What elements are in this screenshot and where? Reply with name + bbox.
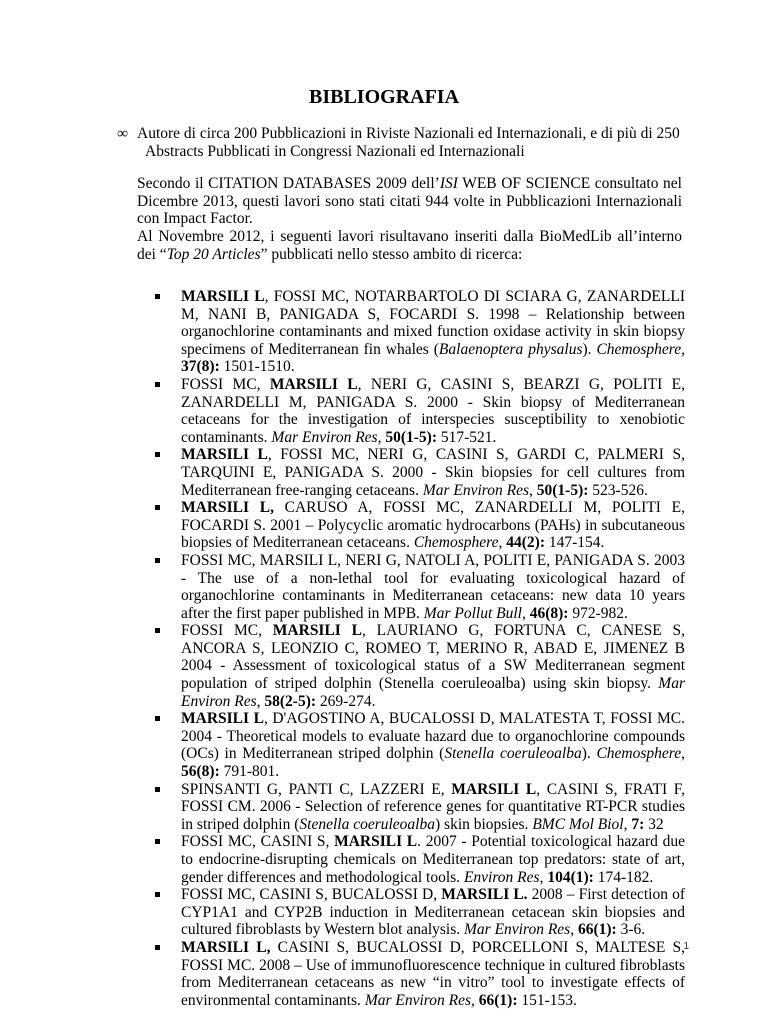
reference-authors-pre: SPINSANTI G, PANTI C, LAZZERI E,	[181, 780, 452, 798]
reference-journal: Mar Environ Res,	[364, 991, 475, 1009]
reference-separator: ,	[539, 868, 548, 886]
reference-bold-author: MARSILI L	[181, 446, 268, 464]
square-bullet-icon	[155, 294, 160, 299]
page-title: BIBLIOGRAFIA	[308, 86, 460, 108]
reference-volume: 44(2):	[506, 534, 545, 552]
reference-bold-author: MARSILI L	[269, 375, 358, 393]
square-bullet-icon	[155, 382, 160, 387]
reference-item	[155, 781, 685, 834]
reference-bold-author: MARSILI L	[451, 780, 537, 798]
reference-item	[155, 886, 685, 939]
citation-paragraph	[137, 175, 682, 228]
top-articles-italic: Top 20 Articles	[166, 245, 261, 263]
reference-pages: 151-153.	[517, 991, 577, 1009]
reference-species: Stenella coeruleoalba	[299, 815, 435, 833]
infinity-bullet-icon: ∞	[117, 125, 129, 142]
reference-separator: ,	[498, 534, 507, 552]
reference-authors-rest: CASINI S, BUCALOSSI D, PORCELLONI S, MALTESE S, FOSSI MC. 2008 – Use of immunofluorescence technique in cultured fibroblasts from Mediterranean cetaceans as new “in vitro” tool to investigate effects of environmental contaminants.	[181, 938, 685, 1009]
reference-item	[155, 622, 685, 710]
reference-volume: 50(1-5):	[536, 481, 589, 499]
reference-pages: 791-801.	[219, 763, 280, 781]
reference-item	[155, 552, 685, 622]
reference-volume: 66(1):	[478, 991, 518, 1009]
reference-authors-rest: , D'AGOSTINO A, BUCALOSSI D, MALATESTA T, FOSSI MC. 2004 - Theoretical models to evaluate hazard due to organochlorine compounds (OCs) in Mediterranean striped dolphin (	[181, 710, 685, 763]
reference-pages: 269-274.	[316, 692, 376, 710]
reference-item	[155, 376, 685, 446]
reference-bold-author: MARSILI L,	[181, 499, 274, 517]
top-articles-text-2: ” pubblicati nello stesso ambito di ricerca:	[260, 245, 523, 263]
reference-pages: 972-982.	[568, 604, 628, 622]
reference-item	[155, 499, 685, 552]
reference-journal: Mar Pollut Bull	[423, 604, 522, 622]
reference-species: Stenella coeruleoalba	[444, 745, 582, 763]
reference-volume: 7:	[631, 815, 645, 833]
reference-volume: 66(1):	[577, 921, 617, 939]
reference-pages: 1501-1510.	[219, 358, 295, 376]
citation-isi: ISI	[439, 175, 458, 192]
square-bullet-icon	[155, 716, 160, 721]
reference-journal: Mar Environ Res	[464, 921, 571, 939]
reference-volume: 46(8):	[529, 604, 569, 622]
reference-separator: ) skin biopsies.	[435, 815, 533, 833]
reference-separator: ,	[681, 745, 685, 763]
reference-species: Balaenoptera physalus	[438, 340, 583, 358]
reference-authors-rest: , CASINI S, FRATI F, FOSSI CM. 2006 - Selection of reference genes for quantitative RT-PCR studies in striped dolphin (	[181, 780, 685, 833]
reference-separator: ,	[681, 340, 685, 358]
reference-list	[155, 288, 685, 1009]
reference-volume: 56(8):	[181, 763, 220, 781]
reference-volume: 50(1-5):	[385, 428, 437, 446]
reference-separator: ,	[377, 428, 386, 446]
reference-pages: 523-526.	[588, 481, 648, 499]
reference-authors-rest: , FOSSI MC, NOTARBARTOLO DI SCIARA G, ZANARDELLI M, NANI B, PANIGADA S, FOCARDI S. 1998 – Relationship between organochlorine contaminants and mixed function oxidase activity in skin biopsy specimens of Mediterranean fin whales (	[181, 288, 685, 358]
reference-item	[155, 288, 685, 376]
reference-journal: Mar Environ Res	[181, 675, 685, 710]
reference-item	[155, 939, 685, 1009]
reference-journal: Environ Res	[463, 868, 540, 886]
reference-authors-pre: FOSSI MC,	[181, 622, 273, 640]
square-bullet-icon	[155, 787, 160, 792]
reference-authors-rest: . 2007 - Potential toxicological hazard due to endocrine-disrupting chemicals on Mediterranean top predators: state of art, gender differences and methodological tools.	[181, 833, 685, 886]
reference-separator: ,	[521, 604, 530, 622]
citation-text-2: WEB OF SCIENCE consultato nel Dicembre 2013, questi lavori sono stati citati 944 volte in Pubblicazioni Internazionali con Impact Factor.	[137, 175, 682, 228]
reference-journal: Chemosphere	[596, 340, 682, 358]
reference-item	[155, 446, 685, 499]
square-bullet-icon	[155, 839, 160, 844]
reference-journal: Mar Environ Res	[422, 481, 530, 499]
reference-bold-author: MARSILI L	[272, 622, 362, 640]
reference-bold-author: MARSILI L.	[441, 886, 528, 904]
reference-item	[155, 710, 685, 780]
reference-separator: ,	[529, 481, 537, 499]
top-articles-paragraph	[137, 228, 682, 263]
intro-line-1: Autore di circa 200 Pubblicazioni in Riviste Nazionali ed Internazionali, e di più di 250	[137, 125, 680, 142]
reference-item	[155, 833, 685, 886]
intro-bullet	[117, 125, 682, 160]
reference-pages: 3-6.	[616, 921, 646, 939]
reference-volume: 58(2-5):	[264, 692, 317, 710]
reference-volume: 37(8):	[181, 358, 220, 376]
reference-authors-pre: FOSSI MC, MARSILI L, NERI G, NATOLI A, POLITI E, PANIGADA S. 2003 - The use of a non-lethal tool for evaluating toxicological hazard of organochlorine contaminants in Mediterranean cetaceans: new data 10 years after the first paper published in MPB.	[181, 551, 685, 622]
reference-authors-rest: CARUSO A, FOSSI MC, ZANARDELLI M, POLITI E, FOCARDI S. 2001 – Polycyclic aromatic hydrocarbons (PAHs) in subcutaneous biopsies of Mediterranean cetaceans.	[181, 499, 685, 552]
citation-text-1: Secondo il CITATION DATABASES 2009 dell’	[137, 175, 440, 192]
intro-line-2: Abstracts Pubblicati in Congressi Nazionali ed Internazionali	[145, 142, 525, 160]
reference-authors-pre: FOSSI MC, CASINI S,	[181, 833, 335, 851]
reference-separator: ,	[256, 692, 265, 710]
square-bullet-icon	[155, 558, 160, 563]
reference-bold-author: MARSILI L	[334, 833, 418, 851]
reference-separator: ).	[582, 340, 597, 358]
reference-authors-pre: FOSSI MC,	[181, 375, 270, 393]
reference-pages: 174-182.	[593, 868, 654, 886]
reference-separator: ,	[623, 815, 632, 833]
square-bullet-icon	[155, 505, 160, 510]
reference-authors-rest: 2008 – First detection of CYP1A1 and CYP2B induction in Mediterranean cetacean skin biopsies and cultured fibroblasts by Western blot analysis.	[181, 886, 685, 939]
reference-journal: Chemosphere	[596, 745, 682, 763]
page-number: 1	[683, 941, 689, 952]
reference-authors-pre: FOSSI MC, CASINI S, BUCALOSSI D,	[181, 886, 442, 904]
square-bullet-icon	[155, 452, 160, 457]
reference-authors-rest: , LAURIANO G, FORTUNA C, CANESE S, ANCORA S, LEONZIO C, ROMEO T, MERINO R, ABAD E, JIMENEZ B 2004 - Assessment of toxicological status of a SW Mediterranean segment population of striped dolphin (Stenella coeruleoalba) using skin biopsy.	[181, 622, 685, 693]
reference-separator: ).	[581, 745, 597, 763]
reference-bold-author: MARSILI L	[181, 288, 265, 305]
reference-journal: Mar Environ Res	[271, 428, 378, 446]
reference-bold-author: MARSILI L,	[181, 938, 271, 956]
reference-journal: BMC Mol Biol	[532, 815, 624, 833]
reference-pages: 517-521.	[437, 428, 497, 446]
reference-bold-author: MARSILI L	[181, 710, 264, 728]
reference-pages: 147-154.	[545, 534, 605, 552]
reference-journal: Chemosphere	[413, 534, 499, 552]
reference-separator: ,	[570, 921, 578, 939]
reference-volume: 104(1):	[547, 868, 594, 886]
reference-authors-rest: , FOSSI MC, NERI G, CASINI S, GARDI C, PALMERI S, TARQUINI E, PANIGADA S. 2000 - Skin biopsies for cell cultures from Mediterranean free-ranging cetaceans.	[181, 446, 685, 499]
reference-authors-rest: , NERI G, CASINI S, BEARZI G, POLITI E, ZANARDELLI M, PANIGADA S. 2000 - Skin biopsy of Mediterranean cetaceans for the investigation of interspecies susceptibility to xenobiotic contaminants.	[181, 375, 685, 446]
square-bullet-icon	[155, 945, 160, 950]
square-bullet-icon	[155, 892, 160, 897]
reference-pages: 32	[644, 815, 664, 833]
top-articles-text-1: Al Novembre 2012, i seguenti lavori risultavano inseriti dalla BioMedLib all’interno dei “	[137, 228, 682, 263]
square-bullet-icon	[155, 628, 160, 633]
